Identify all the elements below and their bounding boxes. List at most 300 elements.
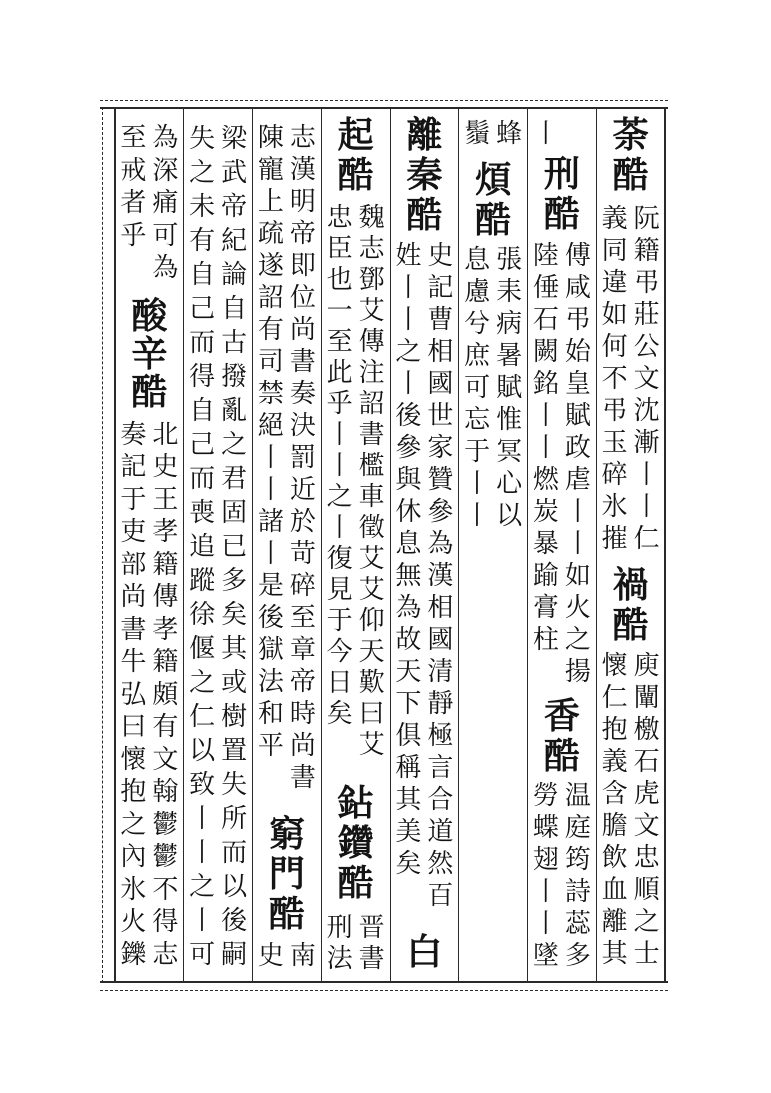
character: 刑 xyxy=(543,153,580,195)
character: 歎 xyxy=(358,668,385,698)
character: 門 xyxy=(268,853,305,895)
character: 徵 xyxy=(358,513,385,543)
character: 文 xyxy=(633,364,660,394)
character: 丨 xyxy=(257,443,284,473)
character: 傳 xyxy=(152,582,179,612)
character: 碎 xyxy=(601,460,628,490)
commentary-left-line xyxy=(530,118,562,150)
commentary xyxy=(530,780,594,972)
character: 揚 xyxy=(564,657,591,687)
character: 刑 xyxy=(326,913,353,943)
character: 籍 xyxy=(633,236,660,266)
character: 書 xyxy=(358,420,385,450)
character: 氷 xyxy=(601,492,628,522)
commentary-right-line xyxy=(287,122,319,794)
character: 百 xyxy=(427,881,454,911)
commentary-right-line xyxy=(493,118,525,150)
commentary xyxy=(599,650,663,970)
headword xyxy=(475,160,511,240)
character: 漢 xyxy=(289,155,316,185)
headword xyxy=(544,154,580,234)
character: 可 xyxy=(464,373,491,403)
character: 家 xyxy=(427,433,454,463)
character: 至 xyxy=(289,603,316,633)
character: 膽 xyxy=(601,811,628,841)
character: 司 xyxy=(257,347,284,377)
character: 起 xyxy=(337,114,374,156)
commentary xyxy=(255,940,319,972)
character: 漢 xyxy=(427,561,454,591)
commentary-right-line xyxy=(562,780,594,972)
character: 天 xyxy=(358,637,385,667)
commentary-right-line xyxy=(356,203,388,761)
character: 血 xyxy=(601,875,628,905)
character: 檻 xyxy=(358,451,385,481)
commentary-right-line xyxy=(631,650,663,970)
character: 故 xyxy=(395,625,422,655)
headword xyxy=(406,932,442,972)
character: 參 xyxy=(427,497,454,527)
character: 公 xyxy=(633,332,660,362)
character: 為 xyxy=(395,593,422,623)
character: 孝 xyxy=(152,517,179,547)
character: 章 xyxy=(289,635,316,665)
character: 炭 xyxy=(532,497,559,527)
character: 石 xyxy=(532,305,559,335)
character: 其 xyxy=(221,634,248,664)
character: 酷 xyxy=(612,154,649,196)
character: 庾 xyxy=(633,651,660,681)
character: 以 xyxy=(189,736,216,766)
character: 丨 xyxy=(395,369,422,399)
character: 也 xyxy=(326,265,353,295)
character: 艾 xyxy=(358,544,385,574)
headword xyxy=(338,783,374,903)
character: 矣 xyxy=(221,600,248,630)
character: 丨 xyxy=(564,529,591,559)
text-column-1 xyxy=(596,0,665,970)
character: 諸 xyxy=(257,507,284,537)
character: 記 xyxy=(427,273,454,303)
character: 碎 xyxy=(289,571,316,601)
character: 闕 xyxy=(532,337,559,367)
character: 然 xyxy=(427,849,454,879)
character: 天 xyxy=(395,657,422,687)
character: 帝 xyxy=(289,667,316,697)
character: 而 xyxy=(189,464,216,494)
character: 義 xyxy=(601,747,628,777)
character: 弔 xyxy=(601,396,628,426)
character: 香 xyxy=(543,695,580,737)
character: 之 xyxy=(189,158,216,188)
character: 獄 xyxy=(257,635,284,665)
character: 見 xyxy=(326,575,353,605)
character: 牛 xyxy=(120,647,147,677)
character: 鑠 xyxy=(120,939,147,970)
character: 車 xyxy=(358,482,385,512)
character: 禍 xyxy=(612,564,649,606)
character: 忘 xyxy=(464,405,491,435)
character: 得 xyxy=(152,907,179,937)
text-column-5 xyxy=(321,0,390,975)
character: 書 xyxy=(358,944,385,974)
commentary-left-line xyxy=(461,118,493,150)
text-column-7 xyxy=(184,0,253,972)
character: 于 xyxy=(120,484,147,515)
character: 有 xyxy=(257,315,284,345)
character: 戒 xyxy=(120,155,147,186)
character: 以 xyxy=(221,872,248,902)
commentary-left-line xyxy=(461,244,493,532)
character: 史 xyxy=(427,241,454,271)
character: 之 xyxy=(120,809,147,840)
character: 窮 xyxy=(268,813,305,855)
character: 辛 xyxy=(131,332,168,375)
character: 臣 xyxy=(326,234,353,264)
character: 心 xyxy=(496,469,523,499)
character: 含 xyxy=(601,779,628,809)
character: 疏 xyxy=(257,219,284,249)
character: 孝 xyxy=(152,614,179,645)
character: 丨 xyxy=(257,475,284,505)
character: 部 xyxy=(120,549,147,580)
character: 致 xyxy=(189,770,216,800)
character: 同 xyxy=(601,236,628,266)
character: 所 xyxy=(221,804,248,834)
character: 今 xyxy=(326,637,353,667)
character: 己 xyxy=(189,294,216,324)
character: 痛 xyxy=(152,188,179,218)
commentary-right-line xyxy=(493,244,525,532)
character: 咸 xyxy=(564,273,591,303)
character: 國 xyxy=(427,369,454,399)
character: 柱 xyxy=(532,625,559,655)
character: 筠 xyxy=(564,845,591,875)
character: 丨 xyxy=(633,460,660,490)
character: 後 xyxy=(395,401,422,431)
character: 矣 xyxy=(395,849,422,879)
commentary xyxy=(599,203,663,555)
character: 鄧 xyxy=(358,265,385,295)
commentary xyxy=(117,419,181,972)
headword xyxy=(338,115,374,195)
character: 與 xyxy=(395,465,422,495)
commentary xyxy=(255,122,319,794)
commentary-right-line xyxy=(149,122,181,285)
commentary-left-line xyxy=(255,122,287,762)
character: 偃 xyxy=(189,634,216,664)
character: 己 xyxy=(189,430,216,460)
character: 姓 xyxy=(395,241,422,271)
character: 置 xyxy=(221,736,248,766)
commentary xyxy=(186,122,250,972)
character: 士 xyxy=(633,939,660,969)
character: 不 xyxy=(601,364,628,394)
character: 蕊 xyxy=(564,909,591,939)
character: 此 xyxy=(326,358,353,388)
character: 皇 xyxy=(564,369,591,399)
character: 無 xyxy=(395,561,422,591)
character: 石 xyxy=(633,747,660,777)
character: 之 xyxy=(326,482,353,512)
character: 道 xyxy=(427,817,454,847)
character: 是 xyxy=(257,571,284,601)
character: 義 xyxy=(601,204,628,234)
character: 抱 xyxy=(120,777,147,807)
character: 史 xyxy=(152,452,179,482)
character: 贊 xyxy=(427,465,454,495)
character: 於 xyxy=(289,507,316,537)
character: 倕 xyxy=(532,273,559,303)
character: 詔 xyxy=(257,283,284,313)
character: 書 xyxy=(289,347,316,377)
character: 弘 xyxy=(120,679,147,710)
character: 法 xyxy=(326,944,353,974)
character: 乎 xyxy=(120,220,147,251)
character: 矣 xyxy=(326,699,353,729)
character: 銘 xyxy=(532,369,559,399)
character: 丨 xyxy=(464,501,491,531)
character: 徐 xyxy=(189,600,216,630)
character: 病 xyxy=(496,309,523,339)
character: 蜂 xyxy=(496,119,523,149)
character: 復 xyxy=(326,544,353,574)
commentary xyxy=(324,913,388,975)
commentary-left-line xyxy=(392,240,424,880)
character: 陳 xyxy=(257,123,284,153)
character: 何 xyxy=(601,332,628,362)
character: 注 xyxy=(358,358,385,388)
character: 頗 xyxy=(152,679,179,710)
character: 如 xyxy=(601,300,628,330)
character: 或 xyxy=(221,668,248,698)
character: 酸 xyxy=(131,294,168,337)
character: 多 xyxy=(221,566,248,596)
commentary-left-line xyxy=(530,240,562,656)
character: 之 xyxy=(221,430,248,460)
character: 為 xyxy=(152,253,179,283)
character: 喪 xyxy=(189,498,216,528)
character: 下 xyxy=(395,689,422,719)
character: 酷 xyxy=(612,604,649,646)
character: 志 xyxy=(358,234,385,264)
character: 翅 xyxy=(532,845,559,875)
headword xyxy=(131,294,168,413)
character: 法 xyxy=(257,667,284,697)
character: 南 xyxy=(289,941,316,971)
character: 尚 xyxy=(289,731,316,761)
character: 自 xyxy=(189,260,216,290)
character: 追 xyxy=(189,532,216,562)
character: 論 xyxy=(221,260,248,290)
character: 丨 xyxy=(189,804,216,834)
character: 始 xyxy=(564,337,591,367)
character: 酷 xyxy=(337,154,374,196)
character: 近 xyxy=(289,475,316,505)
character: 鬱 xyxy=(152,842,179,872)
character: 君 xyxy=(221,464,248,494)
character: 以 xyxy=(496,501,523,531)
character: 阮 xyxy=(633,204,660,234)
character: 極 xyxy=(427,721,454,751)
character: 自 xyxy=(221,294,248,324)
character: 丨 xyxy=(326,513,353,543)
character: 抱 xyxy=(601,715,628,745)
character: 得 xyxy=(189,362,216,392)
character: 有 xyxy=(189,226,216,256)
character: 踰 xyxy=(532,561,559,591)
character: 深 xyxy=(152,155,179,186)
character: 傅 xyxy=(564,241,591,271)
commentary-left-line xyxy=(324,203,356,730)
character: 庭 xyxy=(564,813,591,843)
commentary-left-line xyxy=(530,780,562,972)
character: 文 xyxy=(152,744,179,775)
commentary-left-line xyxy=(599,203,631,555)
character: 詔 xyxy=(358,389,385,419)
character: 丨 xyxy=(532,119,559,149)
character: 弔 xyxy=(564,305,591,335)
headword xyxy=(269,814,305,934)
character: 言 xyxy=(427,753,454,783)
character: 清 xyxy=(427,657,454,687)
character: 張 xyxy=(496,245,523,275)
character: 文 xyxy=(633,811,660,841)
commentary xyxy=(530,240,594,688)
character: 酷 xyxy=(268,893,305,935)
commentary-left-line xyxy=(599,650,631,970)
character: 撥 xyxy=(221,362,248,392)
character: 記 xyxy=(120,452,147,482)
character: 者 xyxy=(120,188,147,218)
text-column-8 xyxy=(115,0,184,971)
character: 籍 xyxy=(152,647,179,677)
headword xyxy=(406,115,442,235)
character: 休 xyxy=(395,497,422,527)
character: 合 xyxy=(427,785,454,815)
character: 世 xyxy=(427,401,454,431)
character: 後 xyxy=(221,906,248,936)
character: 多 xyxy=(564,941,591,971)
character: 火 xyxy=(564,593,591,623)
character: 而 xyxy=(221,838,248,868)
character: 可 xyxy=(152,220,179,251)
character: 蝶 xyxy=(532,813,559,843)
character: 丨 xyxy=(189,838,216,868)
character: 奏 xyxy=(289,379,316,409)
character: 丨 xyxy=(326,420,353,450)
character: 俱 xyxy=(395,721,422,751)
character: 未 xyxy=(189,192,216,222)
character: 書 xyxy=(289,763,316,793)
commentary-left-line xyxy=(324,913,356,975)
character: 梁 xyxy=(221,124,248,154)
character: 丨 xyxy=(395,305,422,335)
character: 日 xyxy=(326,668,353,698)
character: 明 xyxy=(289,187,316,217)
text-column-2 xyxy=(528,0,597,972)
character: 于 xyxy=(464,437,491,467)
character: 息 xyxy=(464,245,491,275)
border-bottom-outer xyxy=(100,990,668,991)
character: 至 xyxy=(120,123,147,153)
character: 丨 xyxy=(257,539,284,569)
character: 仁 xyxy=(633,524,660,554)
character: 紀 xyxy=(221,226,248,256)
character: 嗣 xyxy=(221,940,248,970)
character: 暑 xyxy=(496,341,523,371)
character: 酷 xyxy=(475,199,512,241)
character: 晋 xyxy=(358,913,385,943)
character: 之 xyxy=(633,907,660,937)
character: 時 xyxy=(289,699,316,729)
commentary-right-line xyxy=(287,940,319,972)
character: 已 xyxy=(221,532,248,562)
character: 沈 xyxy=(633,396,660,426)
character: 氷 xyxy=(120,874,147,905)
character: 帝 xyxy=(221,192,248,222)
character: 樹 xyxy=(221,702,248,732)
character: 莊 xyxy=(633,300,660,330)
commentary-right-line xyxy=(356,913,388,975)
character: 為 xyxy=(152,123,179,153)
character: 籍 xyxy=(152,549,179,580)
character: 艾 xyxy=(358,575,385,605)
character: 白 xyxy=(406,931,443,973)
character: 如 xyxy=(564,561,591,591)
character: 傳 xyxy=(358,327,385,357)
character: 鬱 xyxy=(152,809,179,840)
character: 北 xyxy=(152,419,179,450)
commentary xyxy=(324,203,388,761)
text-column-4 xyxy=(390,0,459,972)
commentary-left-line xyxy=(255,940,287,972)
character: 酷 xyxy=(337,862,374,904)
commentary-left-line xyxy=(117,122,149,252)
character: 順 xyxy=(633,875,660,905)
character: 暴 xyxy=(532,529,559,559)
character: 美 xyxy=(395,817,422,847)
character: 王 xyxy=(152,484,179,515)
character: 温 xyxy=(564,781,591,811)
character: 艾 xyxy=(358,296,385,326)
character: 而 xyxy=(189,328,216,358)
commentary-right-line xyxy=(631,203,663,555)
character: 漸 xyxy=(633,428,660,458)
character: 丨 xyxy=(326,451,353,481)
character: 位 xyxy=(289,283,316,313)
page-edge-rule xyxy=(102,107,103,983)
character: 可 xyxy=(189,940,216,970)
commentary-continuation xyxy=(530,118,594,150)
character: 乎 xyxy=(326,389,353,419)
character: 相 xyxy=(427,337,454,367)
character: 靜 xyxy=(427,689,454,719)
character: 墜 xyxy=(532,941,559,971)
character: 摧 xyxy=(601,524,628,554)
commentary-continuation xyxy=(117,122,181,285)
character: 尚 xyxy=(120,582,147,612)
character: 賦 xyxy=(496,373,523,403)
character: 失 xyxy=(221,770,248,800)
commentary-right-line xyxy=(218,122,250,972)
character: 之 xyxy=(564,625,591,655)
character: 稱 xyxy=(395,753,422,783)
character: 違 xyxy=(601,268,628,298)
character: 仁 xyxy=(189,702,216,732)
character: 息 xyxy=(395,529,422,559)
character: 虎 xyxy=(633,779,660,809)
